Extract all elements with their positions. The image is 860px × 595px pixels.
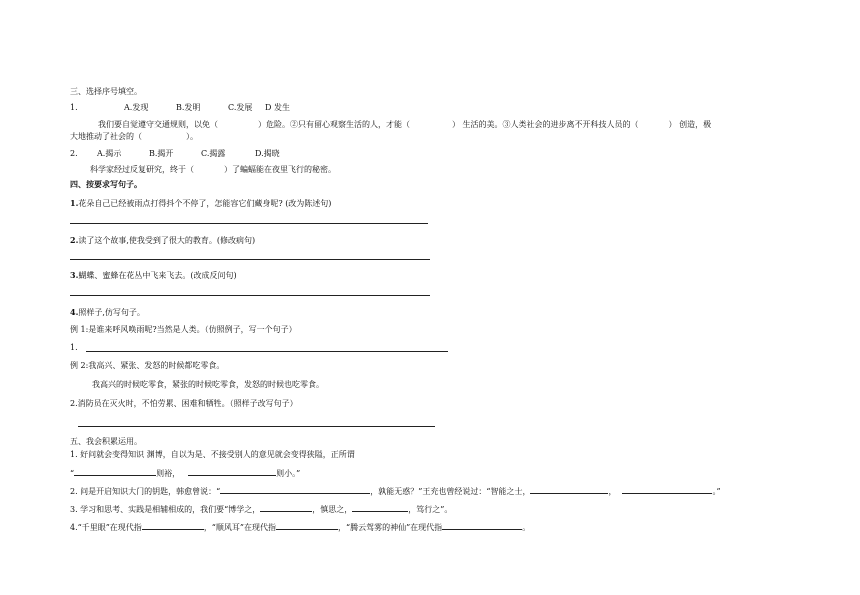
s5-q2-blank-2[interactable] bbox=[530, 485, 608, 494]
s4-q3: 3.蝴蝶、蜜蜂在花丛中飞来飞去。(改成反问句) bbox=[70, 270, 237, 280]
q1-option-d: D 发生 bbox=[265, 103, 290, 112]
s5-q2: 2. 问是开启知识大门的钥匙，韩愈曾说：“ ，孰能无惑？”王充也曾经说过：“智能之士， ， 。” bbox=[70, 487, 721, 496]
q2-number: 2. bbox=[70, 149, 78, 158]
section3-heading: 三、选择序号填空。 bbox=[70, 87, 142, 96]
s5-q4: 4.“千里眼”在现代指 ，“顺风耳”在现代指 ，“腾云驾雾的神仙”在现代指 。 bbox=[70, 523, 531, 532]
s5-q3-blank-2[interactable] bbox=[352, 503, 408, 512]
q2-option-b: B.揭开 bbox=[149, 149, 174, 158]
s4-q3-answer-line[interactable] bbox=[70, 295, 430, 296]
s5-q1-blank-1[interactable] bbox=[74, 467, 156, 476]
q1-sentence-line2: 大地推动了社会的（ ）。 bbox=[70, 132, 198, 141]
example-1: 例 1:是谁来呼风唤雨呢?当然是人类。（仿照例子，写一个句子） bbox=[70, 325, 297, 334]
section4-heading: 四、按要求写句子。 bbox=[70, 179, 142, 189]
example-1-answer-line[interactable] bbox=[86, 351, 448, 352]
q2-option-d: D.揭晓 bbox=[255, 149, 280, 158]
s5-q3-blank-1[interactable] bbox=[260, 503, 312, 512]
example-2-question: 2.消防员在灭火时，不怕劳累、困难和牺牲。（照样子改写句子） bbox=[70, 399, 298, 408]
example-2-model: 我高兴的时候吃零食，紧张的时候吃零食，发怒的时候也吃零食。 bbox=[92, 380, 324, 389]
s4-q1: 1.花朵自己已经被雨点打得抖个不停了，怎能容它们藏身呢? (改为陈述句) bbox=[70, 198, 332, 208]
q2-option-a: A.揭示 bbox=[97, 149, 122, 158]
example-1-answer-number: 1. bbox=[70, 343, 78, 352]
s5-q1-line1: 1. 好问就会变得知识 渊博，自以为是、不接受别人的意见就会变得狭隘，正所谓 bbox=[70, 450, 355, 459]
s5-q1-line2: “ 则裕， 则小。” bbox=[70, 469, 301, 478]
q1-number: 1. bbox=[70, 103, 78, 112]
q1-option-c: C.发展 bbox=[228, 103, 253, 112]
q2-option-c: C.揭露 bbox=[201, 149, 226, 158]
example-2: 例 2:我高兴、紧张、发怒的时候都吃零食。 bbox=[70, 361, 225, 370]
s5-q4-blank-3[interactable] bbox=[442, 521, 522, 530]
example-2-answer-line[interactable] bbox=[78, 426, 435, 427]
q2-sentence: 科学家经过反复研究，终于（ ）了蝙蝠能在夜里飞行的秘密。 bbox=[90, 165, 336, 174]
s5-q3: 3. 学习和思考、实践是相辅相成的，我们要“博学之， ，慎思之， ，笃行之”。 bbox=[70, 505, 453, 514]
s5-q2-blank-3[interactable] bbox=[622, 485, 712, 494]
q1-option-a: A.发现 bbox=[124, 103, 149, 112]
s5-q4-blank-2[interactable] bbox=[276, 521, 338, 530]
s4-q1-answer-line[interactable] bbox=[70, 223, 428, 224]
q1-option-b: B.发明 bbox=[176, 103, 201, 112]
s5-q1-blank-2[interactable] bbox=[188, 467, 276, 476]
s5-q4-blank-1[interactable] bbox=[142, 521, 204, 530]
section5-heading: 五、我会积累运用。 bbox=[70, 437, 142, 446]
q1-sentence-line1: 我们要自觉遵守交通规则，以免（ ）危险。②只有留心观察生活的人，才能（ ） 生活的美。③人类社会的进步离不开科技人员的（ ） 创造，极 bbox=[98, 120, 712, 129]
s5-q2-blank-1[interactable] bbox=[220, 485, 370, 494]
s4-q4: 4.照样子,仿写句子。 bbox=[70, 307, 145, 317]
s4-q2: 2.读了这个故事,使我受到了很大的教育。(修改病句) bbox=[70, 235, 256, 245]
s4-q2-answer-line[interactable] bbox=[70, 259, 430, 260]
